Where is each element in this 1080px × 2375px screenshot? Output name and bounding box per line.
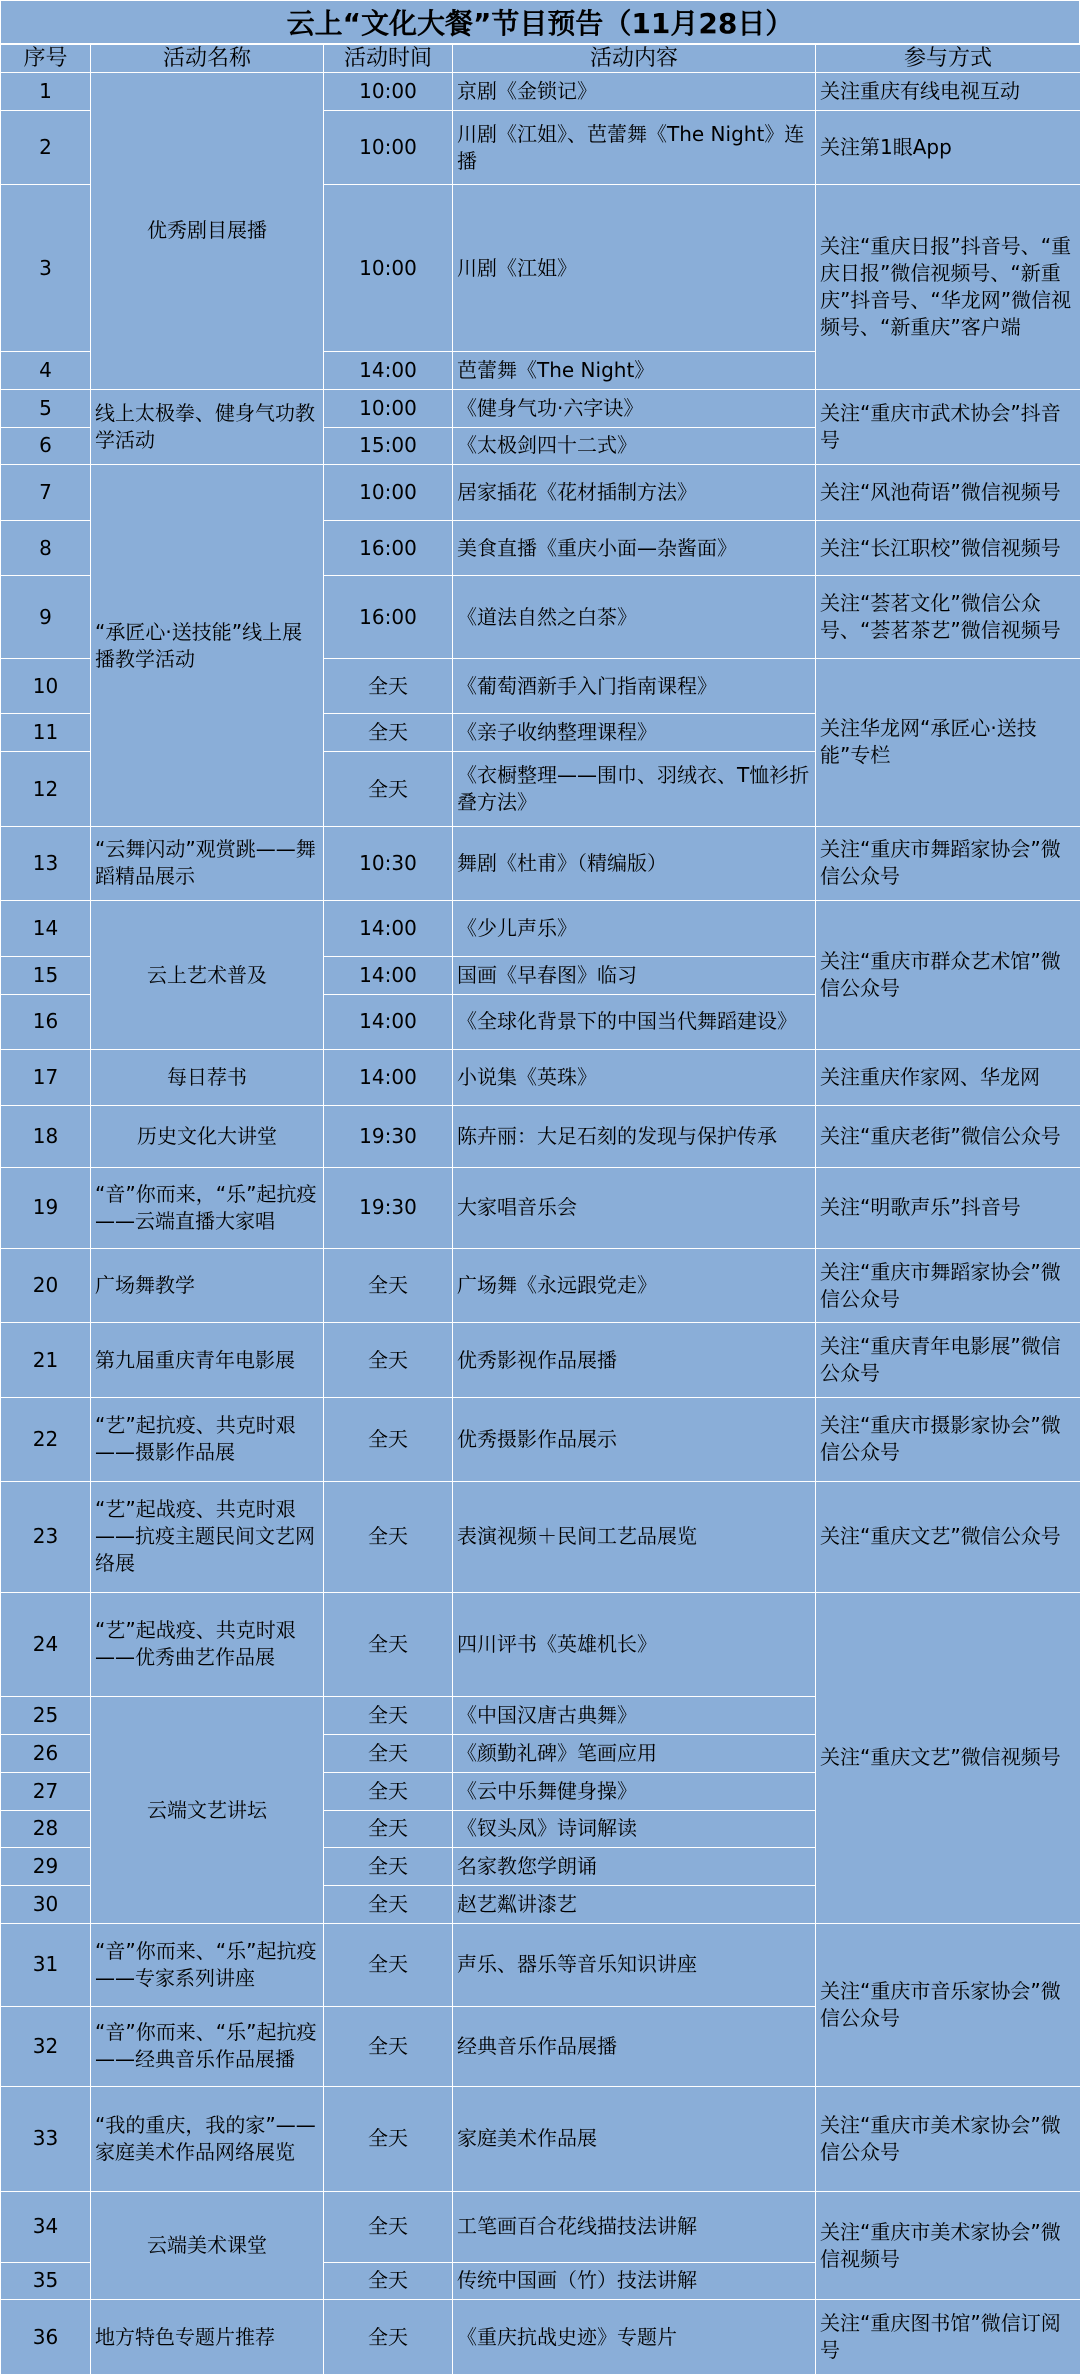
activity-content-cell: 大家唱音乐会: [453, 1167, 816, 1248]
activity-content-cell: 《衣橱整理——围巾、羽绒衣、T恤衫折叠方法》: [453, 752, 816, 826]
row-number-cell: 16: [1, 994, 91, 1049]
activity-content-cell: 川剧《江姐》: [453, 185, 816, 351]
activity-name-cell: 云端美术课堂: [91, 2192, 324, 2300]
activity-name-cell: 云端文艺讲坛: [91, 1696, 324, 1923]
activity-content-cell: 川剧《江姐》、芭蕾舞《The Night》连播: [453, 110, 816, 184]
activity-time-cell: 14:00: [324, 956, 453, 994]
activity-content-cell: 经典音乐作品展播: [453, 2006, 816, 2086]
header-content: 活动内容: [453, 45, 816, 73]
activity-time-cell: 全天: [324, 1848, 453, 1886]
table-row: [1, 1323, 1080, 1397]
participation-method-cell: 关注“重庆市武术协会”抖音号: [816, 389, 1080, 465]
activity-time-cell: 全天: [324, 1810, 453, 1848]
activity-time-cell: 全天: [324, 1886, 453, 1924]
table-row: [1, 901, 1080, 956]
row-number-cell: 4: [1, 351, 91, 389]
activity-content-cell: 芭蕾舞《The Night》: [453, 351, 816, 389]
activity-time-cell: 10:00: [324, 185, 453, 351]
row-number-cell: 10: [1, 658, 91, 713]
header-row: [1, 45, 1080, 73]
activity-time-cell: 全天: [324, 1734, 453, 1772]
table-row: [1, 1050, 1080, 1105]
activity-time-cell: 10:00: [324, 73, 453, 111]
activity-content-cell: 小说集《英珠》: [453, 1050, 816, 1105]
activity-name-cell: “艺”起战疫、共克时艰——优秀曲艺作品展: [91, 1592, 324, 1696]
participation-method-cell: 关注第1眼App: [816, 110, 1080, 184]
row-number-cell: 15: [1, 956, 91, 994]
activity-name-cell: 云上艺术普及: [91, 901, 324, 1050]
schedule-table: [0, 44, 1080, 2375]
activity-content-cell: 《重庆抗战史迹》专题片: [453, 2300, 816, 2375]
activity-content-cell: 《全球化背景下的中国当代舞蹈建设》: [453, 994, 816, 1049]
activity-content-cell: 传统中国画（竹）技法讲解: [453, 2262, 816, 2300]
participation-method-cell: 关注“长江职校”微信视频号: [816, 520, 1080, 575]
row-number-cell: 27: [1, 1772, 91, 1810]
activity-content-cell: 工笔画百合花线描技法讲解: [453, 2192, 816, 2262]
row-number-cell: 18: [1, 1105, 91, 1167]
row-number-cell: 29: [1, 1848, 91, 1886]
activity-content-cell: 居家插花《花材插制方法》: [453, 465, 816, 520]
activity-content-cell: 《亲子收纳整理课程》: [453, 714, 816, 752]
row-number-cell: 33: [1, 2086, 91, 2192]
row-number-cell: 34: [1, 2192, 91, 2262]
participation-method-cell: 关注“重庆市音乐家协会”微信公众号: [816, 1924, 1080, 2086]
activity-time-cell: 全天: [324, 1924, 453, 2007]
row-number-cell: 14: [1, 901, 91, 956]
activity-content-cell: 四川评书《英雄机长》: [453, 1592, 816, 1696]
activity-content-cell: 国画《早春图》临习: [453, 956, 816, 994]
activity-time-cell: 14:00: [324, 1050, 453, 1105]
activity-time-cell: 10:00: [324, 389, 453, 427]
activity-content-cell: 家庭美术作品展: [453, 2086, 816, 2192]
activity-name-cell: 线上太极拳、健身气功教学活动: [91, 389, 324, 465]
activity-name-cell: 广场舞教学: [91, 1248, 324, 1322]
row-number-cell: 6: [1, 427, 91, 465]
participation-method-cell: 关注“重庆文艺”微信视频号: [816, 1592, 1080, 1924]
activity-content-cell: 赵艺粼讲漆艺: [453, 1886, 816, 1924]
activity-name-cell: 历史文化大讲堂: [91, 1105, 324, 1167]
participation-method-cell: 关注“重庆市美术家协会”微信视频号: [816, 2192, 1080, 2300]
activity-time-cell: 10:00: [324, 465, 453, 520]
table-row: [1, 1592, 1080, 1696]
row-number-cell: 22: [1, 1397, 91, 1481]
activity-time-cell: 全天: [324, 2300, 453, 2375]
activity-time-cell: 全天: [324, 1772, 453, 1810]
row-number-cell: 32: [1, 2006, 91, 2086]
activity-content-cell: 名家教您学朗诵: [453, 1848, 816, 1886]
table-row: [1, 826, 1080, 900]
row-number-cell: 25: [1, 1696, 91, 1734]
activity-time-cell: 全天: [324, 1323, 453, 1397]
activity-time-cell: 全天: [324, 2262, 453, 2300]
activity-time-cell: 16:00: [324, 576, 453, 659]
table-body: [1, 73, 1080, 2375]
activity-name-cell: “承匠心·送技能”线上展播教学活动: [91, 465, 324, 826]
participation-method-cell: 关注“荟茗文化”微信公众号、“荟茗茶艺”微信视频号: [816, 576, 1080, 659]
row-number-cell: 8: [1, 520, 91, 575]
participation-method-cell: 关注“重庆市舞蹈家协会”微信公众号: [816, 826, 1080, 900]
table-row: [1, 1105, 1080, 1167]
activity-content-cell: 《太极剑四十二式》: [453, 427, 816, 465]
activity-content-cell: 舞剧《杜甫》（精编版）: [453, 826, 816, 900]
activity-content-cell: 优秀影视作品展播: [453, 1323, 816, 1397]
activity-time-cell: 全天: [324, 1592, 453, 1696]
table-row: [1, 389, 1080, 427]
activity-time-cell: 14:00: [324, 994, 453, 1049]
activity-content-cell: 《中国汉唐古典舞》: [453, 1696, 816, 1734]
activity-time-cell: 全天: [324, 2086, 453, 2192]
activity-name-cell: 第九届重庆青年电影展: [91, 1323, 324, 1397]
header-method: 参与方式: [816, 45, 1080, 73]
activity-name-cell: “我的重庆，我的家”——家庭美术作品网络展览: [91, 2086, 324, 2192]
header-no: 序号: [1, 45, 91, 73]
row-number-cell: 17: [1, 1050, 91, 1105]
activity-name-cell: “艺”起抗疫、共克时艰——摄影作品展: [91, 1397, 324, 1481]
page-title: 云上“文化大餐”节目预告（11月28日）: [0, 0, 1080, 44]
activity-name-cell: “云舞闪动”观赏跳——舞蹈精品展示: [91, 826, 324, 900]
activity-time-cell: 全天: [324, 2192, 453, 2262]
activity-content-cell: 陈卉丽：大足石刻的发现与保护传承: [453, 1105, 816, 1167]
activity-time-cell: 14:00: [324, 351, 453, 389]
table-row: [1, 465, 1080, 520]
row-number-cell: 31: [1, 1924, 91, 2007]
table-row: [1, 2300, 1080, 2375]
activity-content-cell: 《云中乐舞健身操》: [453, 1772, 816, 1810]
activity-name-cell: “音”你而来，“乐”起抗疫——云端直播大家唱: [91, 1167, 324, 1248]
activity-content-cell: 广场舞《永远跟党走》: [453, 1248, 816, 1322]
activity-time-cell: 19:30: [324, 1167, 453, 1248]
activity-name-cell: 地方特色专题片推荐: [91, 2300, 324, 2375]
row-number-cell: 12: [1, 752, 91, 826]
activity-time-cell: 15:00: [324, 427, 453, 465]
row-number-cell: 13: [1, 826, 91, 900]
row-number-cell: 26: [1, 1734, 91, 1772]
table-row: [1, 2192, 1080, 2262]
row-number-cell: 11: [1, 714, 91, 752]
activity-time-cell: 全天: [324, 714, 453, 752]
participation-method-cell: 关注“重庆市群众艺术馆”微信公众号: [816, 901, 1080, 1050]
row-number-cell: 24: [1, 1592, 91, 1696]
row-number-cell: 20: [1, 1248, 91, 1322]
table-row: [1, 1481, 1080, 1592]
row-number-cell: 35: [1, 2262, 91, 2300]
participation-method-cell: 关注“重庆图书馆”微信订阅号: [816, 2300, 1080, 2375]
row-number-cell: 2: [1, 110, 91, 184]
activity-time-cell: 19:30: [324, 1105, 453, 1167]
row-number-cell: 19: [1, 1167, 91, 1248]
activity-name-cell: 优秀剧目展播: [91, 73, 324, 390]
table-row: [1, 1248, 1080, 1322]
row-number-cell: 30: [1, 1886, 91, 1924]
activity-content-cell: 京剧《金锁记》: [453, 73, 816, 111]
row-number-cell: 1: [1, 73, 91, 111]
header-name: 活动名称: [91, 45, 324, 73]
activity-time-cell: 全天: [324, 1481, 453, 1592]
row-number-cell: 5: [1, 389, 91, 427]
participation-method-cell: 关注“重庆日报”抖音号、“重庆日报”微信视频号、“新重庆”抖音号、“华龙网”微信视频号、“新重庆”客户端: [816, 185, 1080, 389]
activity-content-cell: 声乐、器乐等音乐知识讲座: [453, 1924, 816, 2007]
activity-content-cell: 美食直播《重庆小面—杂酱面》: [453, 520, 816, 575]
activity-time-cell: 全天: [324, 752, 453, 826]
table-row: [1, 1397, 1080, 1481]
header-time: 活动时间: [324, 45, 453, 73]
row-number-cell: 23: [1, 1481, 91, 1592]
activity-time-cell: 全天: [324, 1696, 453, 1734]
activity-name-cell: 每日荐书: [91, 1050, 324, 1105]
row-number-cell: 7: [1, 465, 91, 520]
participation-method-cell: 关注重庆有线电视互动: [816, 73, 1080, 111]
table-row: [1, 1924, 1080, 2007]
participation-method-cell: 关注“重庆老街”微信公众号: [816, 1105, 1080, 1167]
activity-content-cell: 《少儿声乐》: [453, 901, 816, 956]
activity-content-cell: 《颜勤礼碑》笔画应用: [453, 1734, 816, 1772]
participation-method-cell: 关注华龙网“承匠心·送技能”专栏: [816, 658, 1080, 826]
activity-time-cell: 全天: [324, 1397, 453, 1481]
activity-name-cell: “音”你而来、“乐”起抗疫——经典音乐作品展播: [91, 2006, 324, 2086]
activity-content-cell: 《道法自然之白茶》: [453, 576, 816, 659]
activity-time-cell: 10:30: [324, 826, 453, 900]
row-number-cell: 3: [1, 185, 91, 351]
row-number-cell: 21: [1, 1323, 91, 1397]
activity-content-cell: 《钗头凤》诗词解读: [453, 1810, 816, 1848]
row-number-cell: 36: [1, 2300, 91, 2375]
activity-time-cell: 全天: [324, 1248, 453, 1322]
activity-content-cell: 《健身气功·六字诀》: [453, 389, 816, 427]
table-row: [1, 73, 1080, 111]
activity-time-cell: 全天: [324, 2006, 453, 2086]
participation-method-cell: 关注“重庆市摄影家协会”微信公众号: [816, 1397, 1080, 1481]
participation-method-cell: 关注“重庆市美术家协会”微信公众号: [816, 2086, 1080, 2192]
activity-content-cell: 表演视频＋民间工艺品展览: [453, 1481, 816, 1592]
activity-name-cell: “音”你而来、“乐”起抗疫——专家系列讲座: [91, 1924, 324, 2007]
activity-time-cell: 14:00: [324, 901, 453, 956]
activity-time-cell: 10:00: [324, 110, 453, 184]
activity-content-cell: 优秀摄影作品展示: [453, 1397, 816, 1481]
row-number-cell: 28: [1, 1810, 91, 1848]
row-number-cell: 9: [1, 576, 91, 659]
participation-method-cell: 关注“风池荷语”微信视频号: [816, 465, 1080, 520]
participation-method-cell: 关注“重庆文艺”微信公众号: [816, 1481, 1080, 1592]
activity-content-cell: 《葡萄酒新手入门指南课程》: [453, 658, 816, 713]
activity-name-cell: “艺”起战疫、共克时艰——抗疫主题民间文艺网络展: [91, 1481, 324, 1592]
participation-method-cell: 关注“重庆青年电影展”微信公众号: [816, 1323, 1080, 1397]
activity-time-cell: 16:00: [324, 520, 453, 575]
activity-time-cell: 全天: [324, 658, 453, 713]
participation-method-cell: 关注“明歌声乐”抖音号: [816, 1167, 1080, 1248]
table-row: [1, 1167, 1080, 1248]
participation-method-cell: 关注“重庆市舞蹈家协会”微信公众号: [816, 1248, 1080, 1322]
table-row: [1, 2086, 1080, 2192]
participation-method-cell: 关注重庆作家网、华龙网: [816, 1050, 1080, 1105]
